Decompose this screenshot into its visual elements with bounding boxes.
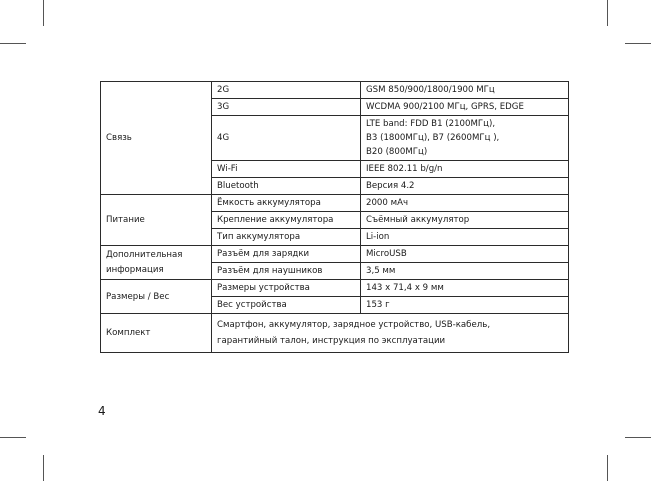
spec-label: Тип аккумулятора (212, 229, 361, 246)
spec-label: Разъём для наушников (212, 263, 361, 280)
spec-label: Размеры устройства (212, 280, 361, 297)
spec-value-line: B20 (800МГц) (366, 147, 428, 157)
spec-label: Ёмкость аккумулятора (212, 195, 361, 212)
spec-label: Вес устройства (212, 297, 361, 314)
spec-value (361, 195, 569, 212)
spec-group-line: Питание (106, 215, 145, 225)
spec-group-line: информация (106, 264, 164, 275)
package-contents (212, 314, 569, 353)
spec-value (361, 99, 569, 116)
spec-group (101, 195, 212, 246)
spec-label: 2G (212, 82, 361, 99)
crop-mark (43, 455, 44, 481)
spec-label: 3G (212, 99, 361, 116)
spec-value-line: GSM 850/900/1800/1900 МГц (366, 85, 495, 95)
spec-group: Комплект (101, 314, 212, 353)
package-contents-line: гарантийный талон, инструкция по эксплуатации (217, 336, 446, 346)
spec-value (361, 212, 569, 229)
spec-value-line: WCDMA 900/2100 МГц, GPRS, EDGE (366, 102, 524, 112)
spec-value-line: LTE band: FDD B1 (2100МГц), (366, 119, 496, 129)
crop-mark (607, 0, 608, 26)
package-contents-line: Смартфон, аккумулятор, зарядное устройство, USB-кабель, (217, 320, 491, 330)
spec-value (361, 246, 569, 263)
spec-value (361, 178, 569, 195)
crop-mark (43, 0, 44, 26)
spec-value-line: MicroUSB (366, 249, 407, 259)
crop-mark (0, 437, 26, 438)
spec-value-line: 153 г (366, 300, 390, 310)
table-row (101, 82, 569, 99)
spec-group-line: Связь (106, 133, 132, 143)
spec-value (361, 297, 569, 314)
table-row-package (101, 314, 569, 353)
crop-mark (607, 455, 608, 481)
page-number: 4 (98, 404, 106, 418)
specifications-table (100, 81, 569, 353)
spec-label: Крепление аккумулятора (212, 212, 361, 229)
spec-label: 4G (212, 116, 361, 161)
table-row (101, 280, 569, 297)
spec-value (361, 229, 569, 246)
spec-value (361, 116, 569, 161)
spec-value-line: IEEE 802.11 b/g/n (366, 164, 443, 174)
spec-value (361, 161, 569, 178)
spec-value-line: B3 (1800МГц), B7 (2600МГц ), (366, 133, 500, 143)
spec-value-line: 3,5 мм (366, 266, 396, 276)
crop-mark (625, 437, 651, 438)
table-row (101, 195, 569, 212)
spec-value (361, 280, 569, 297)
spec-value-line: Li-ion (366, 232, 390, 242)
spec-group-line: Размеры / Вес (106, 291, 170, 302)
table-row (101, 246, 569, 263)
crop-mark (625, 43, 651, 44)
spec-group (101, 280, 212, 314)
crop-mark (0, 43, 26, 44)
spec-value (361, 263, 569, 280)
spec-label: Wi-Fi (212, 161, 361, 178)
spec-value-line: Съёмный аккумулятор (366, 215, 470, 225)
spec-label: Разъём для зарядки (212, 246, 361, 263)
spec-group (101, 82, 212, 195)
spec-value-line: Версия 4.2 (366, 181, 415, 191)
spec-group (101, 246, 212, 280)
spec-value-line: 143 x 71,4 x 9 мм (366, 283, 444, 293)
spec-label: Bluetooth (212, 178, 361, 195)
spec-value (361, 82, 569, 99)
spec-group-line: Дополнительная (106, 249, 183, 260)
spec-value-line: 2000 мАч (366, 198, 409, 208)
